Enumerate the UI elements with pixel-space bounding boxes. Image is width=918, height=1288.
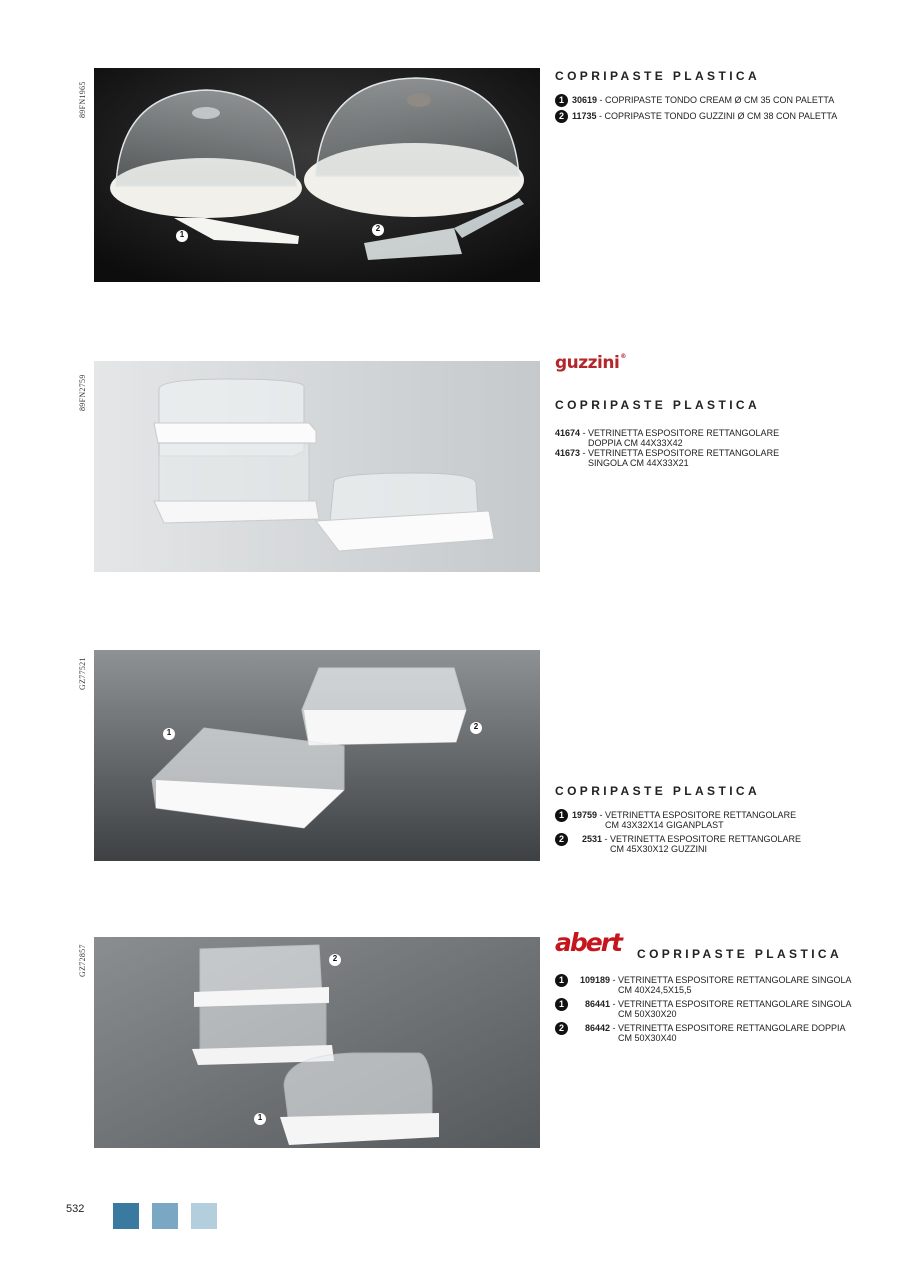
item-description: COPRIPASTE TONDO CREAM Ø CM 35 CON PALETTA: [605, 95, 835, 105]
item-number-badge: 1: [555, 809, 568, 822]
product-photo-round-cake-covers: [94, 68, 540, 282]
photo-code-2: 89FN2759: [78, 374, 87, 411]
item-description: VETRINETTA ESPOSITORE RETTANGOLARE CM 43X32X14 GIGANPLAST: [605, 810, 797, 830]
item-code: 2531: [581, 834, 602, 844]
item-description: VETRINETTA ESPOSITORE RETTANGOLARE SINGOLA CM 40X24,5X15,5: [618, 975, 852, 995]
photo-marker-2: 2: [332, 954, 338, 963]
color-swatch-2: [152, 1203, 178, 1229]
photo-marker-1: 1: [257, 1113, 263, 1122]
photo-marker-1: 1: [166, 728, 172, 737]
page-number: 532: [66, 1203, 85, 1215]
guzzini-logo: guzzini®: [555, 353, 626, 373]
section-heading-3: COPRIPASTE PLASTICA: [555, 784, 761, 798]
item-list-3: [555, 810, 895, 858]
product-photo-low-display-covers: [94, 650, 540, 861]
item-description: VETRINETTA ESPOSITORE RETTANGOLARE SINGOLA CM 50X30X20: [618, 999, 852, 1019]
item-code: 30619: [572, 95, 598, 105]
item-code: 86441: [584, 999, 610, 1009]
item-code: 11735: [572, 111, 597, 121]
item-list-1: [555, 95, 895, 127]
item-code: 109189: [579, 975, 610, 985]
item-number-badge: 1: [555, 94, 568, 107]
product-photo-roll-top-displays: [94, 937, 540, 1148]
section-heading-2: COPRIPASTE PLASTICA: [555, 398, 761, 412]
list-item: 2 86442 - VETRINETTA ESPOSITORE RETTANGOLARE DOPPIA CM 50X30X40: [555, 1023, 895, 1043]
color-swatch-3: [191, 1203, 217, 1229]
abert-logo: abert: [555, 928, 622, 957]
photo-marker-1: 1: [179, 230, 185, 239]
list-item: 1 86441 - VETRINETTA ESPOSITORE RETTANGOLARE SINGOLA CM 50X30X20: [555, 999, 895, 1019]
item-number-badge: 1: [555, 998, 568, 1011]
list-item: 1 30619 - COPRIPASTE TONDO CREAM Ø CM 35 CON PALETTA: [555, 95, 895, 107]
item-number-badge: 2: [555, 833, 568, 846]
photo-code-1: 89FN1965: [78, 81, 87, 118]
item-code: 41673: [555, 448, 581, 458]
item-description: COPRIPASTE TONDO GUZZINI Ø CM 38 CON PALETTA: [604, 111, 838, 121]
item-description: VETRINETTA ESPOSITORE RETTANGOLARE DOPPIA CM 50X30X40: [618, 1023, 846, 1043]
list-item: 2 11735 - COPRIPASTE TONDO GUZZINI Ø CM 38 CON PALETTA: [555, 111, 895, 123]
item-description: VETRINETTA ESPOSITORE RETTANGOLARE DOPPIA CM 44X33X42: [588, 428, 780, 448]
item-code: 19759: [572, 810, 598, 820]
list-item: 41673 - VETRINETTA ESPOSITORE RETTANGOLARE SINGOLA CM 44X33X21: [555, 448, 780, 468]
item-list-4: [555, 975, 895, 1047]
photo-marker-2: 2: [473, 722, 479, 731]
photo-marker-2: 2: [375, 224, 381, 233]
item-number-badge: 2: [555, 1022, 568, 1035]
item-list-2: [555, 428, 895, 468]
list-item: 41674 - VETRINETTA ESPOSITORE RETTANGOLARE DOPPIA CM 44X33X42: [555, 428, 780, 448]
list-item: 1 19759 - VETRINETTA ESPOSITORE RETTANGOLARE CM 43X32X14 GIGANPLAST: [555, 810, 895, 830]
item-description: VETRINETTA ESPOSITORE RETTANGOLARE SINGOLA CM 44X33X21: [588, 448, 780, 468]
item-code: 86442: [584, 1023, 610, 1033]
list-item: 1 109189 - VETRINETTA ESPOSITORE RETTANGOLARE SINGOLA CM 40X24,5X15,5: [555, 975, 895, 995]
item-number-badge: 1: [555, 974, 568, 987]
section-heading-1: COPRIPASTE PLASTICA: [555, 69, 761, 83]
section-heading-4: COPRIPASTE PLASTICA: [637, 947, 843, 961]
item-number-badge: 2: [555, 110, 568, 123]
list-item: 2 2531 - VETRINETTA ESPOSITORE RETTANGOLARE CM 45X30X12 GUZZINI: [555, 834, 895, 854]
photo-code-4: GZ72857: [78, 944, 87, 977]
photo-code-3: GZ77521: [78, 657, 87, 690]
color-swatch-1: [113, 1203, 139, 1229]
item-description: VETRINETTA ESPOSITORE RETTANGOLARE CM 45X30X12 GUZZINI: [610, 834, 802, 854]
item-code: 41674: [555, 428, 581, 438]
product-photo-rectangular-displays: [94, 361, 540, 572]
